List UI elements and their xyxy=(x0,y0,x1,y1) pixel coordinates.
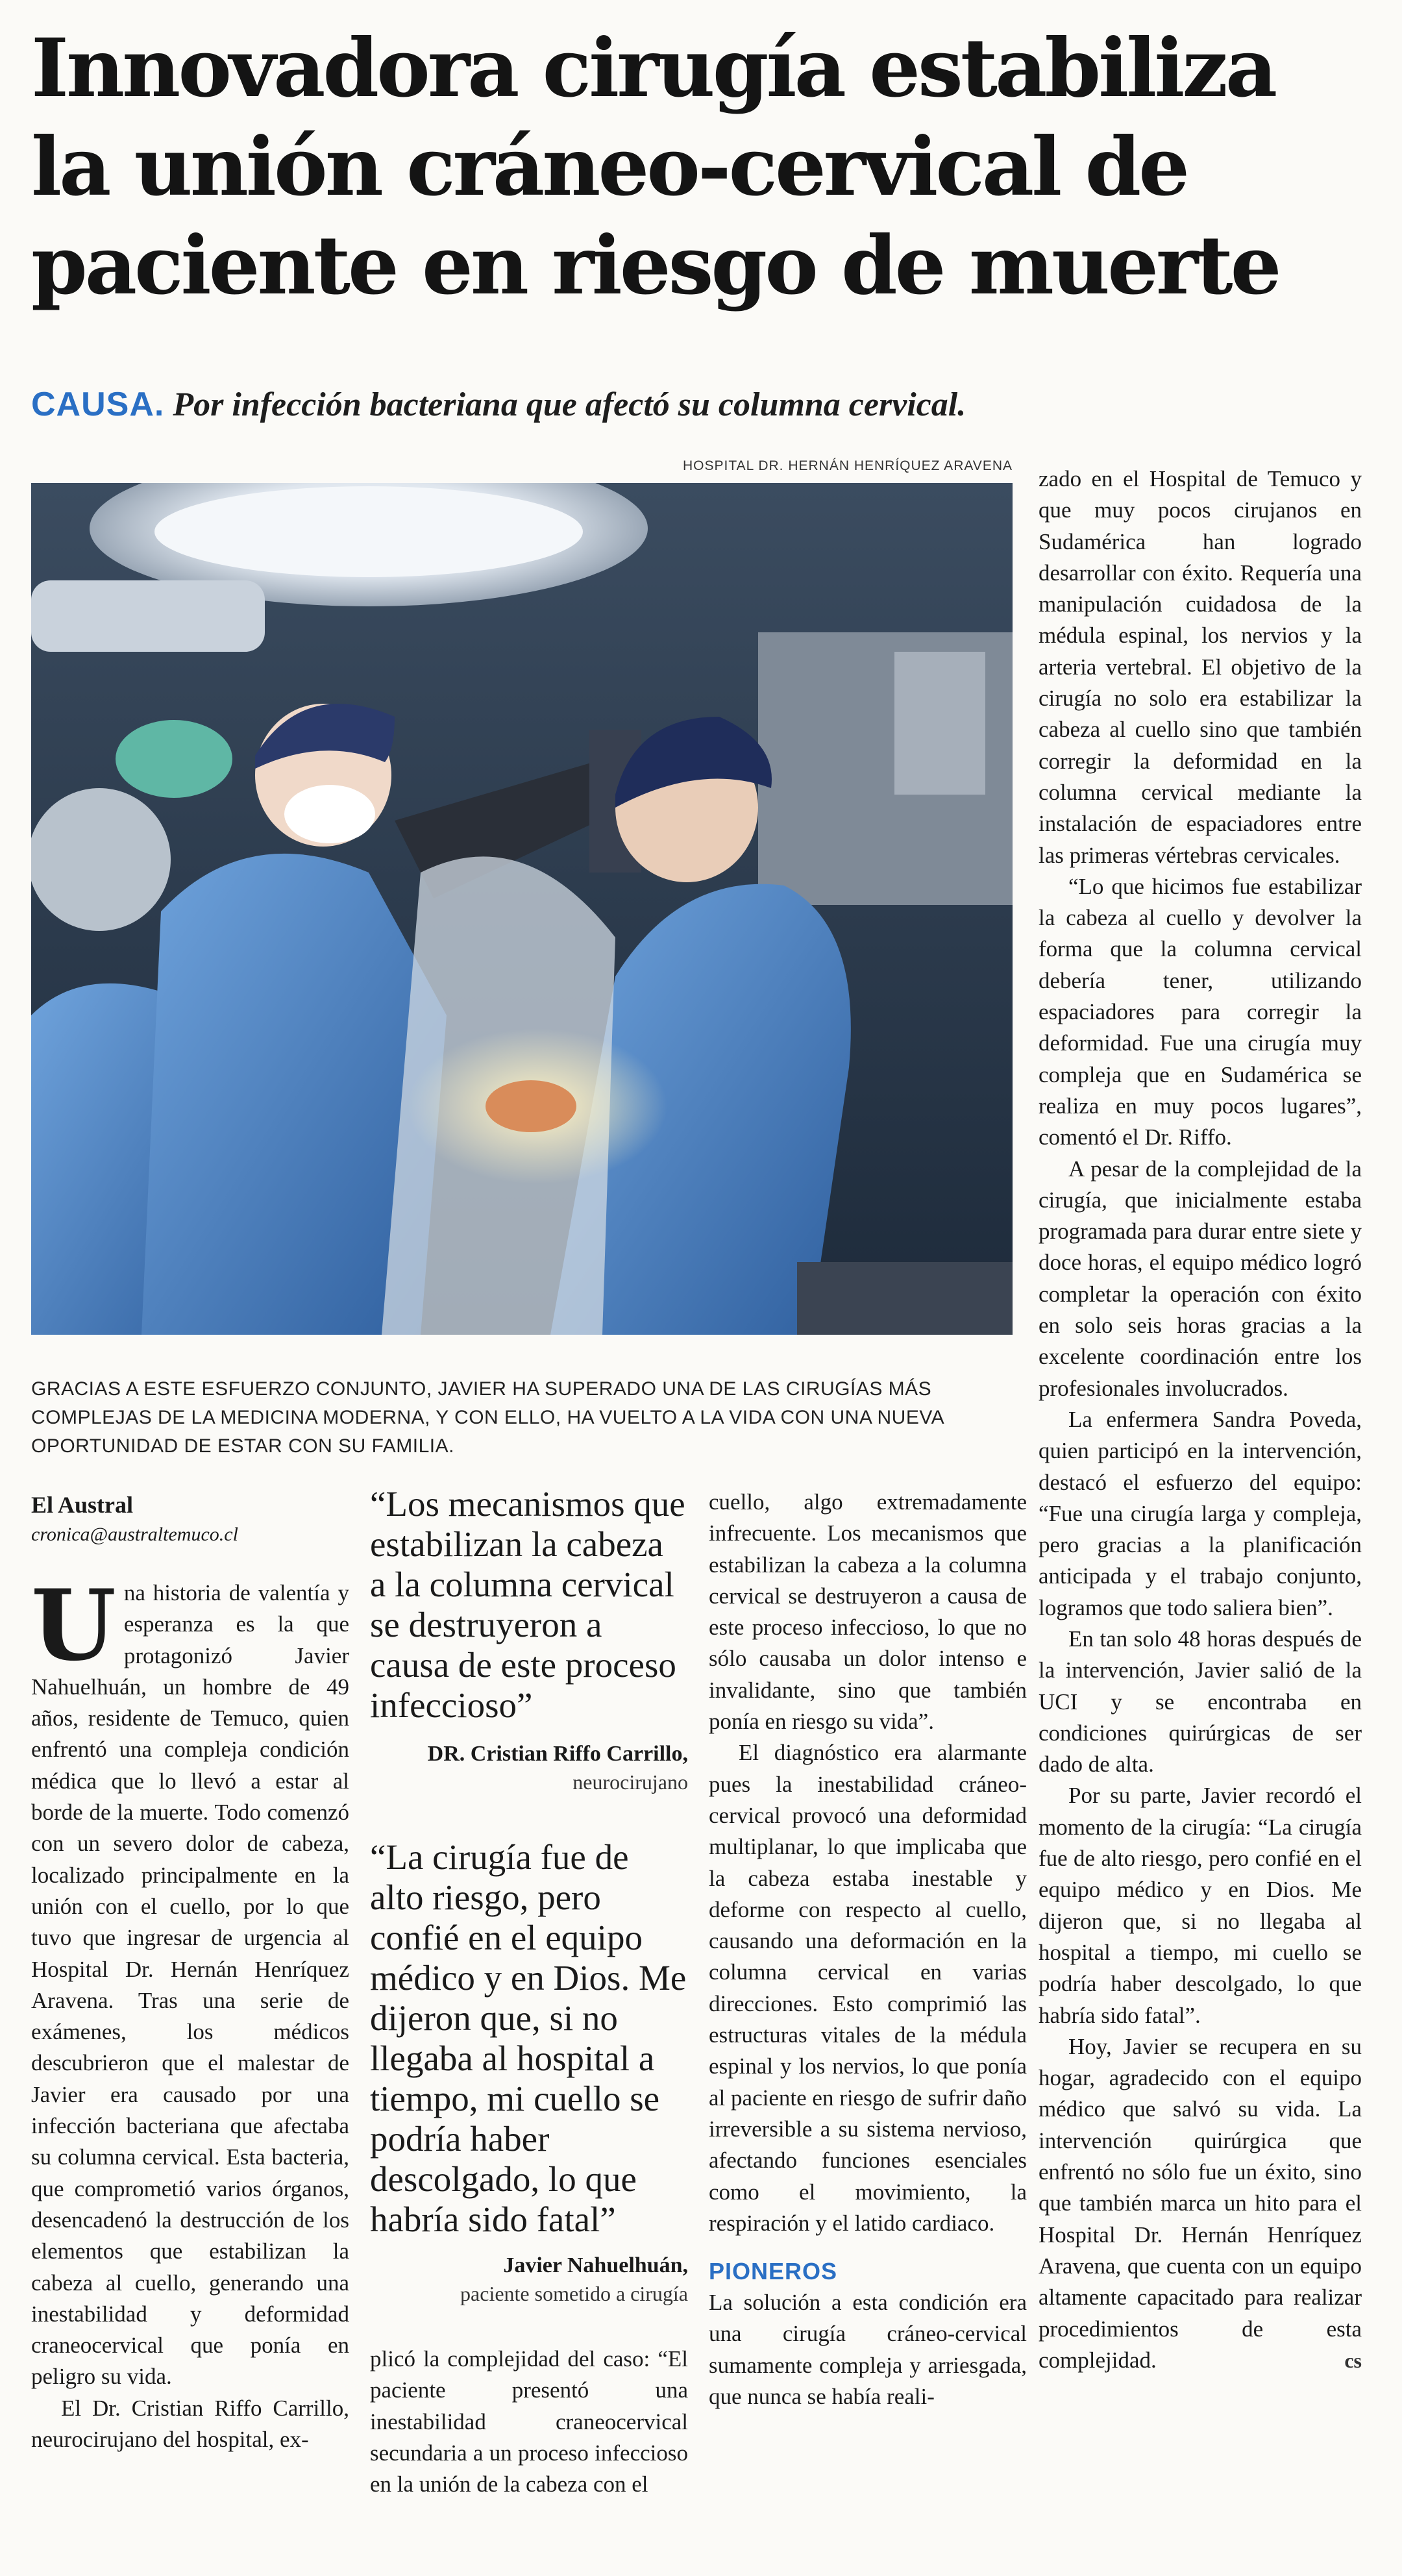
article-paragraph: “Lo que hicimos fue estabilizar la cabeza al cuello y devolver la forma que la columna cervical debería tener, utilizando espaciadores para corregir la deformidad. Fue una cirugía muy compleja que en Sudamérica se realiza en muy pocos lugares”, comentó el Dr. Riffo. xyxy=(1039,873,1362,1150)
kicker-label: CAUSA. xyxy=(31,386,165,423)
article-column-4 xyxy=(1039,464,1362,2376)
photo-caption: GRACIAS A ESTE ESFUERZO CONJUNTO, JAVIER HA SUPERADO UNA DE LAS CIRUGÍAS MÁS COMPLEJAS DE LA MEDICINA MODERNA, Y CON ELLO, HA VUELTO A LA VIDA CON UNA NUEVA OPORTUNIDAD DE ESTAR CON SU FAMILIA. xyxy=(31,1378,944,1457)
byline-name: El Austral xyxy=(31,1492,134,1518)
headline-line-1: Innovadora cirugía estabiliza xyxy=(31,21,1275,116)
pull-quote-1 xyxy=(370,1484,688,1796)
photo-credit: HOSPITAL DR. HERNÁN HENRÍQUEZ ARAVENA xyxy=(682,458,1013,473)
pull-quote-2 xyxy=(370,1837,688,2307)
article-paragraph: El diagnóstico era alarmante pues la inestabilidad cráneo-cervical provocó una deformidad multiplanar, lo que implicaba que la cabeza estaba inestable y deforme con respecto al cuello, causando una deformación en la columna cervical en varias direcciones. Esto comprimió las estructuras vitales de la médula espinal y los nervios, lo que ponía al paciente en riesgo de sufrir daño irreversible a su sistema nervioso, afectando funciones esenciales como el movimiento, la respiración y el latido cardiaco. xyxy=(709,1740,1027,2236)
quote-author: DR. Cristian Riffo Carrillo, xyxy=(427,1742,688,1766)
article-column-3 xyxy=(709,1487,1027,2412)
kicker-subtitle: Por infección bacteriana que afectó su columna cervical. xyxy=(173,386,966,423)
article-paragraph: Por su parte, Javier recordó el momento de la cirugía: “La cirugía fue de alto riesgo, pero confié en el equipo médico y en Dios. Me dijeron que, si no llegaba al hospital a tiempo, mi cuello se podría haber descolgado, lo que habría sido fatal”. xyxy=(1039,1783,1362,2028)
article-paragraph: La enfermera Sandra Poveda, quien participó en la intervención, destacó el esfuerzo del equipo: “Fue una cirugía larga y compleja, pero gracias a la planificación anticipada y el trabajo conjunto, logramos que todo saliera bien”. xyxy=(1039,1406,1362,1620)
article-paragraph: La solución a esta condición era una cirugía cráneo-cervical sumamente compleja y arriesgada, que nunca se había reali- xyxy=(709,2290,1027,2410)
article-paragraph: plicó la complejidad del caso: “El paciente presentó una inestabilidad craneocervical secundaria a un proceso infeccioso en la unión de la cabeza con el xyxy=(370,2346,688,2497)
headline xyxy=(31,19,1355,316)
article-paragraph: zado en el Hospital de Temuco y que muy pocos cirujanos en Sudamérica han logrado desarrollar con éxito. Requería una manipulación cuidadosa de la médula espinal, los nervios y la arteria vertebral. El objetivo de la cirugía no solo era estabilizar la cabeza al cuello sino que también corregir la deformidad en la columna cervical mediante la instalación de espaciadores entre las primeras vértebras cervicales. xyxy=(1039,466,1362,868)
quote-author: Javier Nahuelhuán, xyxy=(503,2253,688,2277)
kicker xyxy=(31,382,1355,428)
quote-role: neurocirujano xyxy=(572,1770,688,1794)
pull-quote-text: “La cirugía fue de alto riesgo, pero confié en el equipo médico y en Dios. Me dijeron que, si no llegaba al hospital a tiempo, mi cuello se podría haber descolgado, lo que habría sido fatal” xyxy=(370,1837,687,2239)
article-paragraph: El Dr. Cristian Riffo Carrillo, neurocirujano del hospital, ex- xyxy=(31,2395,349,2453)
article-paragraph: Hoy, Javier se recupera en su hogar, agradecido con el equipo médico que salvó su vida. La intervención quirúrgica que enfrentó no sólo fue un éxito, sino que también marca un hito para el Hospital Dr. Hernán Henríquez Aravena, que cuenta con un equipo altamente capacitado para realizar procedimientos de esta complejidad. cs xyxy=(1039,2031,1362,2376)
drop-cap: U xyxy=(31,1568,116,1683)
byline-email: cronica@australtemuco.cl xyxy=(31,1524,238,1545)
lead-paragraph: Una historia de valentía y esperanza es la que protagonizó Javier Nahuelhuán, un hombre de 49 años, residente de Temuco, quien enfrentó una compleja condición médica que lo llevó a estar al borde de la muerte. Todo comenzó con un severo dolor de cabeza, localizado principalmente en la unión con el cuello, por lo que tuvo que ingresar de urgencia al Hospital Dr. Hernán Henríquez Aravena. Tras una serie de exámenes, los médicos descubrieron que el malestar de Javier era causado por una infección bacteriana que afectaba su columna cervical. Esta bacteria, que comprometió varios órganos, desencadenó la destrucción de los elementos que estabilizan la cabeza al cuello, generando una inestabilidad y deformidad craneocervical que ponía en peligro su vida. xyxy=(31,1568,349,2390)
surgery-photo xyxy=(31,483,1013,1335)
headline-line-2: la unión cráneo-cervical de xyxy=(31,120,1188,214)
byline xyxy=(31,1489,356,1549)
article-paragraph: A pesar de la complejidad de la cirugía, que inicialmente estaba programada para durar entre siete y doce horas, el equipo médico logró completar la operación con éxito en solo seis horas gracias a la excelente coordinación entre los profesionales involucrados. xyxy=(1039,1156,1362,1401)
article-column-2 xyxy=(370,2344,688,2500)
article-paragraph: En tan solo 48 horas después de la intervención, Javier salió de la UCI y se encontraba en condiciones quirúrgicas de ser dado de alta. xyxy=(1039,1626,1362,1777)
quote-role: paciente sometido a cirugía xyxy=(460,2282,688,2305)
section-heading: PIONEROS xyxy=(709,2258,838,2285)
end-mark: cs xyxy=(1344,2348,1362,2372)
headline-line-3: paciente en riesgo de muerte xyxy=(31,219,1279,313)
article-column-1 xyxy=(31,1568,349,2455)
pull-quote-text: “Los mecanismos que estabilizan la cabeza a la columna cervical se destruyeron a causa de este proceso infeccioso” xyxy=(370,1484,685,1725)
article-paragraph: cuello, algo extremadamente infrecuente. Los mecanismos que estabilizan la cabeza a la columna cervical se destruyeron a causa de este proceso infeccioso, lo que no sólo causaba un dolor intenso e invalidante, sino que también ponía en riesgo su vida”. xyxy=(709,1489,1027,1735)
